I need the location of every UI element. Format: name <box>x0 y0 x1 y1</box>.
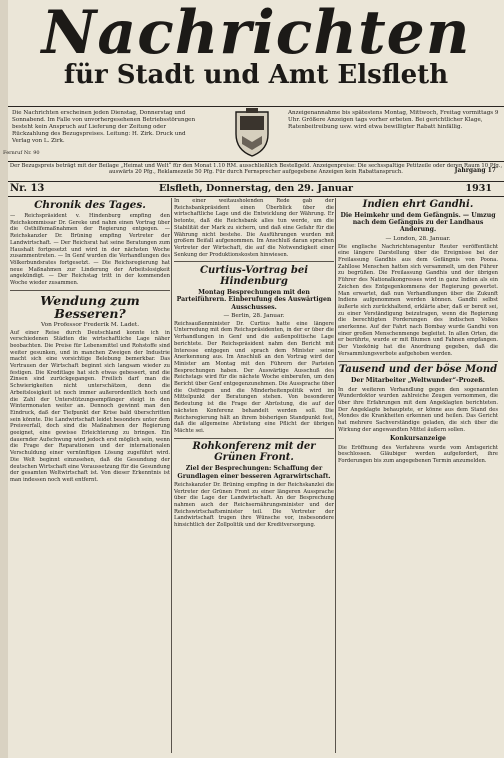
advertising-info-text: Anzeigenannahme bis spätestens Montag, Mittwoch, Freitag vormittags 9 Uhr. Größere Anzeigen tags vorher erbeten. Bei gerichtlicher Klage, Ratenbeitreibung usw. wird etwa bewilligter Rabatt hinfällig. <box>288 110 499 130</box>
volume-number: Jahrgang 17 <box>454 167 496 174</box>
article-separator <box>174 438 334 439</box>
article-headline: Indien ehrt Gandhi. <box>362 199 474 210</box>
article-body: Auf einer Reise durch Deutschland konnte ich in verschiedenen Städten die wirtschaftliche Lage näher beobachten. Die Preise für Lebensmittel und Rohstoffe sind weiter gesunken, und in manchen Zweigen der Industrie macht sich eine vorsichtige Belebung bemerkbar. Das Vertrauen der Wirtschaft beginnt sich langsam wieder zu festigen. Die Kreditlage hat sich etwas gebessert, und die Zinsen sind zurückgegangen. Freilich darf man die Schwierigkeiten nicht unterschätzen, denn die Arbeitslosigkeit ist noch immer außerordentlich hoch und die Zahl der Unterstützungsempfänger steigt in den Wintermonaten weiter an. Dennoch gewinnt man den Eindruck, daß der Tiefpunkt der Krise bald überschritten sein könnte. Die Landwirtschaft leidet besonders unter dem Preisverfall, doch sind die Maßnahmen der Regierung geeignet, eine gewisse Erleichterung zu bringen. Ein dauernder Aufschwung wird jedoch erst möglich sein, wenn die Frage der Reparationen und der internationalen Verschuldung einer vernünftigen Lösung zugeführt wird. Die Welt beginnt einzusehen, daß die Gesundung der deutschen Wirtschaft eine Voraussetzung für die Gesundung der gesamten Weltwirtschaft ist. Von dieser Erkenntnis ist man indessen noch weit entfernt. <box>10 329 170 483</box>
article-byline: Von Professor Frederik M. Ladet. <box>40 321 140 328</box>
article-headline: Konkursanzeige <box>390 435 446 443</box>
masthead-subtitle: für Stadt und Amt Elsfleth <box>63 60 449 90</box>
article-body: In einer weitausholenden Rede gab der Reichsbankpräsident einen Überblick über die wirtschaftliche Lage und die Entwicklung der Währung. Er betonte, daß die Reichsbank alles tun werde, um die Stabilität der Mark zu sichern, und daß eine Gefahr für die Währung nicht bestehe. Die Ausführungen wurden mit großem Beifall aufgenommen. Im Anschluß daran sprachen Vertreter der Wirtschaft, die auf die Notwendigkeit einer Senkung der Produktionskosten hinwiesen. <box>174 198 334 258</box>
dateline-bottom-rule <box>8 196 504 197</box>
issue-number: Nr. 13 <box>10 183 45 194</box>
column-middle <box>174 198 334 753</box>
article-separator <box>174 261 334 262</box>
article-headline: Curtius-Vortrag bei Hindenburg <box>199 265 308 288</box>
column-right <box>338 198 498 753</box>
article-headline: Tausend und der böse Mond <box>338 364 498 376</box>
column-divider <box>171 198 172 753</box>
article-dateline: — London, 28. Januar. <box>385 235 451 242</box>
dateline <box>8 183 504 196</box>
issue-date: Elsfleth, Donnerstag, den 29. Januar <box>158 183 353 194</box>
publication-info <box>3 110 504 160</box>
column-divider <box>335 198 336 753</box>
article-body: Die Eröffnung des Verfahrens wurde vom Amtsgericht beschlossen. Gläubiger werden aufgefordert, ihre Forderungen bis zum angegebenen Termin anzumelden. <box>338 444 498 465</box>
masthead <box>8 0 504 90</box>
article-body: Reichskanzler Dr. Brüning empfing in der Reichskanzlei die Vertreter der Grünen Front zu einer längeren Aussprache über die Lage der Landwirtschaft. An der Besprechung nahmen auch der Reichsernährungsminister und der Reichswirtschaftsminister teil. Die Vertreter der Landwirtschaft trugen ihre Wünsche vor, insbesondere hinsichtlich der Zollpolitik und der Kreditversorgung. <box>174 481 334 529</box>
info-rule <box>8 161 504 162</box>
article-subheadline: Montag Besprechungen mit den Parteiführern. Einberufung des Auswärtigen Ausschusses. <box>176 289 332 311</box>
article-body: — Reichspräsident v. Hindenburg empfing den Reichskommissar Dr. Gereke und nahm einen Vortrag über die Osthilfemaßnahmen der Regierung entgegen. — Reichskanzler Dr. Brüning empfing Vertreter der Landwirtschaft. — Der Reichsrat hat seine Beratungen zum Haushalt fortgesetzt und wird in der nächsten Woche zusammentreten. — In Genf wurden die Verhandlungen des Völkerbundsrates fortgesetzt. — Die Reichsregierung hat neue Maßnahmen zur Linderung der Arbeitslosigkeit angekündigt. — Der Reichstag tritt in der kommenden Woche wieder zusammen. <box>10 213 170 287</box>
subscription-price-text: Der Bezugspreis beträgt mit der Beilage „Heimat und Welt“ für den Monat 1.10 RM. ausschließlich Bestellgeld. Anzeigenpreise: Die sechsspaltige Petitzeile oder deren Raum 10 Pfg., auswärts 20 Pfg., Reklamezeile 50 Pfg. Für durch Fernsprecher aufgegebene Anzeigen kein Rabattanspruch. <box>9 163 503 176</box>
article-body: In der weiteren Verhandlung gegen den sogenannten Wunderdoktor wurden zahlreiche Zeugen vernommen, die über ihre Erfahrungen mit dem Angeklagten berichteten. Der Angeklagte behauptete, er könne aus dem Stand des Mondes die Krankheiten erkennen und heilen. Das Gericht hat mehrere Sachverständige geladen, die sich über die Wirkung der angewandten Mittel äußern sollen. <box>338 386 498 433</box>
coat-of-arms-icon <box>230 106 274 158</box>
article-subheadline: Ziel der Besprechungen: Schaffung der Grundlagen einer besseren Agrarwirtschaft. <box>177 465 331 480</box>
article-separator <box>338 361 498 362</box>
article-body: Die englische Nachrichtenagentur Reuter veröffentlicht eine längere Darstellung über die Ereignisse bei der Freilassung Gandhis aus dem Gefängnis von Poona. Zahllose Menschen hatten sich versammelt, um den Führer zu begrüßen. Die Freilassung Gandhis und der übrigen Führer des Nationalkongresses wird in ganz Indien als ein Zeichen des Entgegenkommens der Regierung gewertet. Man erwartet, daß nun Verhandlungen über die Zukunft Indiens aufgenommen werden können. Gandhi selbst äußerte sich zurückhaltend, erklärte aber, daß er bereit sei, zu einer Verständigung beizutragen, wenn die Regierung die berechtigten Forderungen des indischen Volkes anerkenne. Auf der Fahrt nach Bombay wurde Gandhi von einer großen Menschenmenge begleitet. In allen Orten, die er berührte, wurde er mit Blumen und Fahnen empfangen. Der Vizekönig hat die Anordnung gegeben, daß die Versammlungsverbote aufgehoben werden. <box>338 243 498 357</box>
column-left <box>10 198 170 753</box>
article-subheadline: Die Heimkehr und dem Gefängnis. — Umzug nach dem Gefängnis zu der Landhaus Anderung. <box>340 212 496 234</box>
publication-schedule-text: Die Nachrichten erscheinen jeden Dienstag, Donnerstag und Sonnabend. Im Falle von unvorhergesehenen Betriebsstörungen besteht kein Anspruch auf Lieferung der Zeitung oder Rückzahlung des Bezugspreises. Leitung: H. Zirk. Druck und Verlag von L. Zirk. <box>12 110 196 144</box>
article-headline: Rohkonferenz mit der Grünen Front. <box>192 441 316 464</box>
issue-year: 1931 <box>465 183 492 194</box>
article-body: Reichsaußenminister Dr. Curtius hatte eine längere Unterredung mit dem Reichspräsidenten, in der er über die Verhandlungen in Genf und die außenpolitische Lage berichtete. Der Reichspräsident nahm den Bericht mit Interesse entgegen und sprach dem Minister seine Anerkennung aus. Im Anschluß an den Vortrag wird der Minister am Montag mit den Führern der Parteien Besprechungen haben. Der Auswärtige Ausschuß des Reichstags wird für die nächste Woche einberufen, um den Bericht über Genf entgegenzunehmen. Die Aussprache über die Ostfragen und die Minderheitenpolitik wird im Mittelpunkt der Beratungen stehen. Von besonderer Bedeutung ist die Frage der Abrüstung, die auf der nächsten Konferenz behandelt werden soll. Die Reichsregierung hält an ihrem bisherigen Standpunkt fest, daß die allgemeine Abrüstung eine Pflicht der übrigen Mächte sei. <box>174 320 334 434</box>
masthead-title: Nachrichten <box>41 0 471 68</box>
article-dateline: — Berlin, 28. Januar. <box>223 312 285 319</box>
article-subheadline: Der Mitarbeiter „Weltwunder“-Prozeß. <box>351 377 485 385</box>
binding-edge <box>0 0 8 758</box>
dateline-top-rule <box>8 181 504 182</box>
phone-number: Fernruf Nr. 90 <box>3 150 40 156</box>
article-headline: Chronik des Tages. <box>34 199 146 211</box>
article-separator <box>10 290 170 291</box>
article-headline: Wendung zum Besseren? <box>40 292 140 321</box>
